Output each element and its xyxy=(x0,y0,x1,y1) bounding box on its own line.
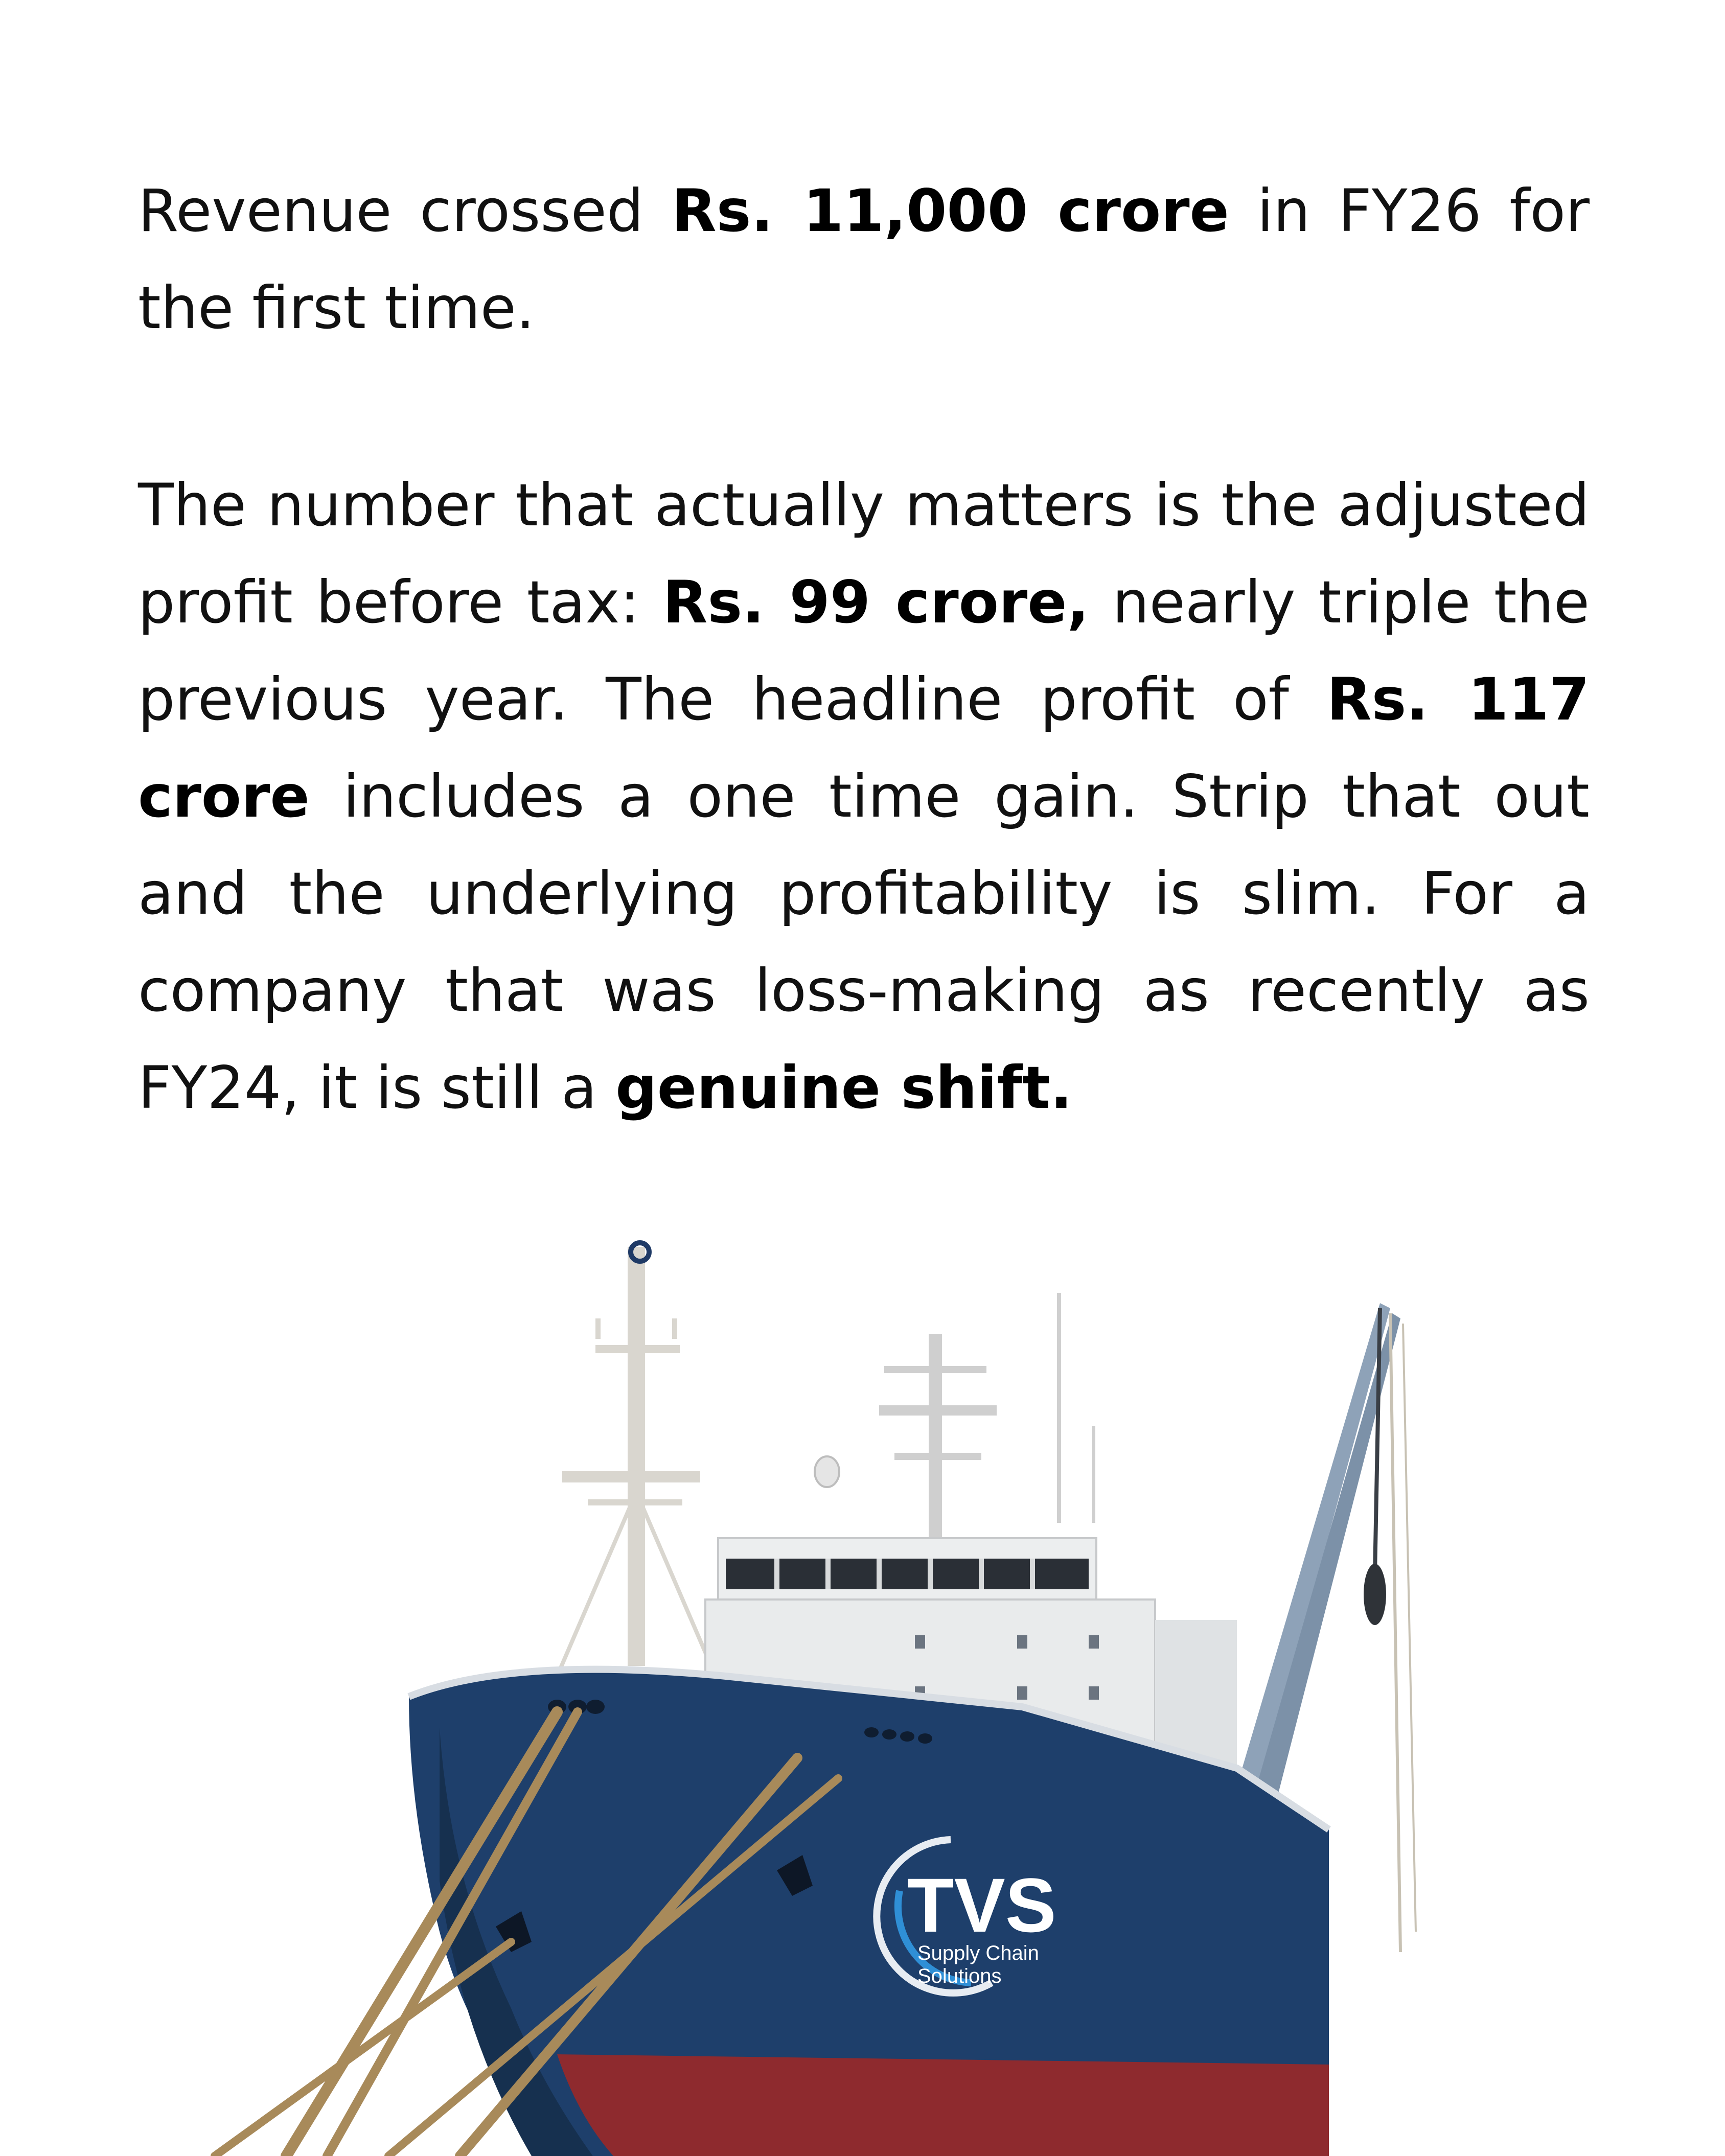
revenue-text-2: in FY26 for the first time. xyxy=(138,177,1590,342)
logo-tagline-2: Solutions xyxy=(917,1965,1002,1987)
genuine-shift-emphasis: genuine shift. xyxy=(615,1054,1073,1122)
logo-tagline-1: Supply Chain xyxy=(917,1942,1039,1964)
profit-paragraph xyxy=(138,457,1590,1137)
radome-icon xyxy=(815,1456,839,1487)
revenue-text-1: Revenue crossed xyxy=(138,177,672,245)
profit-text-1: The number that actually matters is the adjusted profit before tax: xyxy=(138,471,1590,636)
radar-mast xyxy=(879,1293,1094,1548)
revenue-paragraph xyxy=(138,163,1590,357)
profit-text-3: includes a one time gain. Strip that out and the underlying profitability is slim. For a company that was loss-making as recently as FY24, it is still a xyxy=(138,762,1590,1122)
headline-profit-figure: Rs. 117 crore xyxy=(138,665,1590,830)
foremast xyxy=(557,1247,716,1676)
logo-brand: TVS xyxy=(907,1862,1056,1948)
hull-waterline-red xyxy=(557,2054,1329,2156)
adjusted-pbt-figure: Rs. 99 crore, xyxy=(662,568,1089,636)
profit-text-2: nearly triple the previous year. The headline profit of xyxy=(138,568,1590,733)
cargo-ship-illustration xyxy=(0,1216,1725,2156)
revenue-figure: Rs. 11,000 crore xyxy=(672,177,1229,245)
